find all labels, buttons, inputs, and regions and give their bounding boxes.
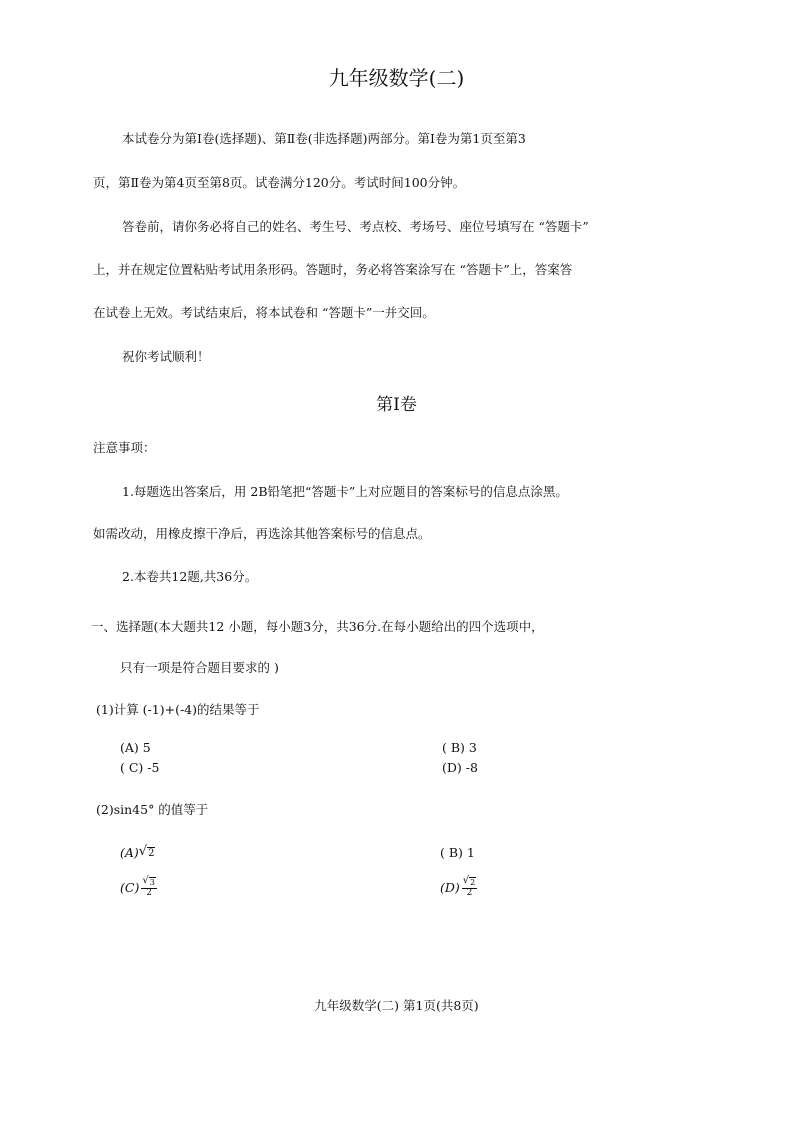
- intro-line-6: 祝你考试顺利！: [122, 349, 210, 364]
- question-2-option-b: ( B) 1: [440, 845, 475, 860]
- fraction-sqrt2-over-2: √ 2 2: [462, 875, 476, 898]
- notes-item-2: 2.本卷共12题,共36分。: [122, 569, 258, 584]
- question-2-option-a: [120, 845, 155, 860]
- denominator: 2: [466, 887, 473, 898]
- question-1-option-c: ( C) -5: [120, 760, 160, 775]
- question-1-stem: (1)计算 (-1)+(-4)的结果等于: [96, 702, 260, 717]
- page-footer: 九年级数学(二) 第1页(共8页): [314, 998, 479, 1013]
- option-c-label: (C): [120, 879, 140, 895]
- notes-heading: 注意事项：: [93, 440, 156, 455]
- notes-item-1b: 如需改动，用橡皮擦干净后，再选涂其他答案标号的信息点。: [93, 526, 431, 541]
- option-a-label: (A): [120, 845, 139, 860]
- notes-item-1a: 1.每题选出答案后，用 2B铅笔把“答题卡”上对应题目的答案标号的信息点涂黑。: [122, 484, 568, 499]
- intro-line-2: 页，第Ⅱ卷为第4页至第8页。试卷满分120分。考试时间100分钟。: [93, 175, 466, 190]
- denominator: 2: [146, 887, 152, 898]
- question-2-stem: (2)sin45° 的值等于: [96, 802, 209, 817]
- question-1-option-b: ( B) 3: [442, 740, 477, 755]
- intro-line-1: 本试卷分为第Ⅰ卷(选择题)、第Ⅱ卷(非选择题)两部分。第Ⅰ卷为第1页至第3: [122, 131, 526, 146]
- intro-line-4: 上，并在规定位置粘贴考试用条形码。答题时，务必将答案涂写在 “答题卡”上，答案答: [93, 262, 573, 277]
- intro-line-3: 答卷前，请你务必将自己的姓名、考生号、考点校、考场号、座位号填写在 “答题卡”: [122, 219, 589, 234]
- sqrt-two: √ 2: [138, 844, 155, 859]
- question-1-option-d: (D) -8: [442, 760, 478, 775]
- part1-heading-b: 只有一项是符合题目要求的 ): [120, 660, 279, 675]
- part1-heading-a: 一、选择题(本大题共12 小题，每小题3分，共36分.在每小题给出的四个选项中，: [91, 619, 544, 634]
- intro-line-5: 在试卷上无效。考试结束后，将本试卷和 “答题卡”一并交回。: [93, 305, 435, 320]
- radicand: 3: [149, 878, 155, 887]
- radicand: 2: [148, 848, 155, 859]
- question-2-option-c: [120, 876, 157, 898]
- page-title: 九年级数学(二): [328, 66, 465, 90]
- section-title: 第Ⅰ卷: [376, 395, 417, 415]
- radicand: 2: [470, 878, 476, 887]
- fraction-sqrt3-over-2: √ 3 2: [142, 875, 155, 898]
- question-2-option-d: [440, 876, 477, 898]
- option-d-label: (D): [440, 879, 460, 895]
- question-1-option-a: (A) 5: [120, 740, 151, 755]
